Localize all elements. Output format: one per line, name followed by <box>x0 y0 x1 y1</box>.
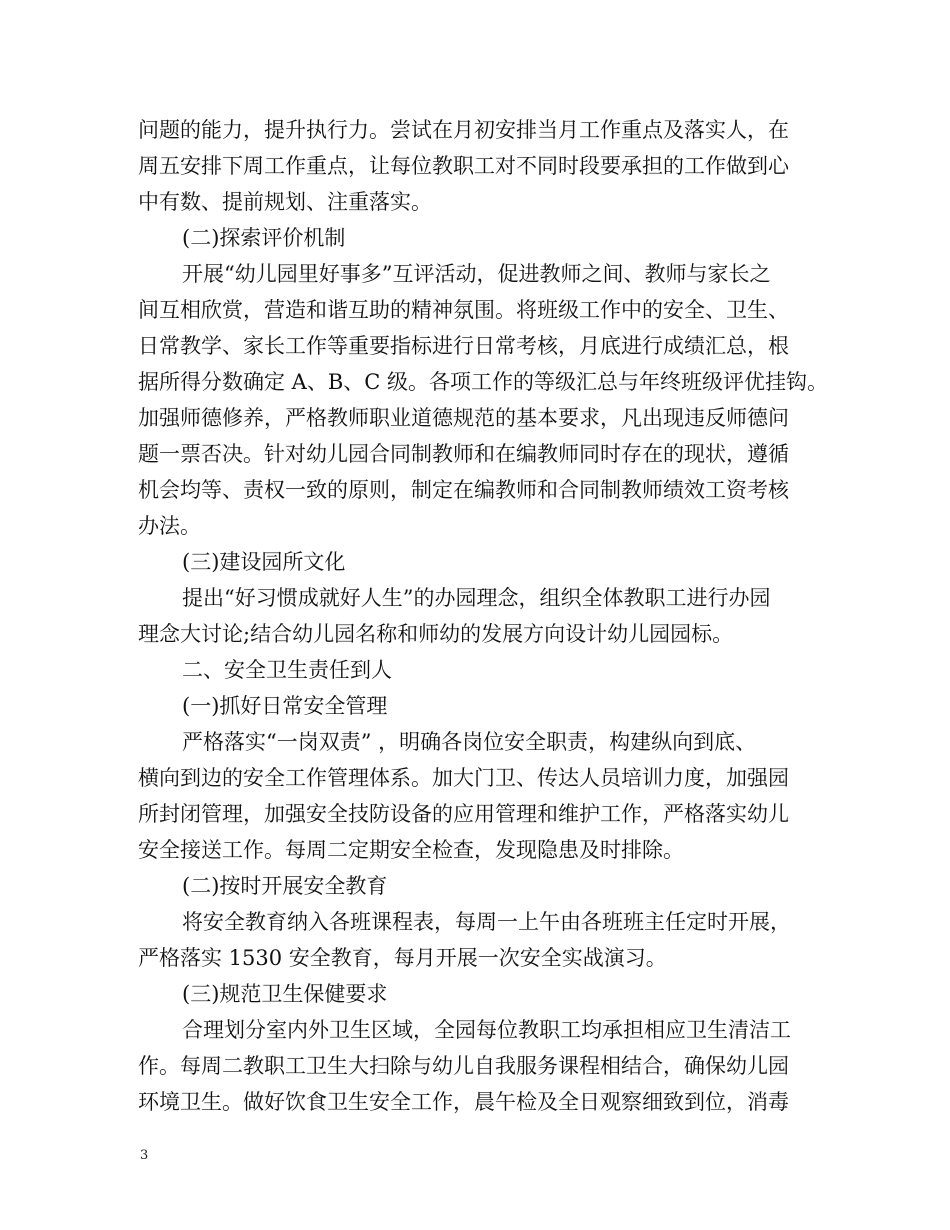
page-number: 3 <box>140 1148 149 1163</box>
text-line: 办法。 <box>138 514 201 538</box>
text-line: 机会均等、责权一致的原则，制定在编教师和合同制教师绩效工资考核 <box>138 478 789 502</box>
text-line: 所封闭管理，加强安全技防设备的应用管理和维护工作，严格落实幼儿 <box>138 802 789 826</box>
text-line: 题一票否决。针对幼儿园合同制教师和在编教师同时存在的现状，遵循 <box>138 442 789 466</box>
text-line: 作。每周二教职工卫生大扫除与幼儿自我服务课程相结合，确保幼儿园 <box>138 1054 789 1078</box>
text-line: 中有数、提前规划、注重落实。 <box>138 190 432 214</box>
text-line: (三)建设园所文化 <box>182 550 346 574</box>
text-line: 周五安排下周工作重点，让每位教职工对不同时段要承担的工作做到心 <box>138 154 789 178</box>
text-line: 横向到边的安全工作管理体系。加大门卫、传达人员培训力度，加强园 <box>138 766 789 790</box>
text-line: 二、安全卫生责任到人 <box>182 658 392 682</box>
text-line: (三)规范卫生保健要求 <box>182 982 388 1006</box>
text-line: (一)抓好日常安全管理 <box>182 694 388 718</box>
text-line: 理念大讨论;结合幼儿园名称和师幼的发展方向设计幼儿园园标。 <box>138 622 734 646</box>
text-line: 提出“好习惯成就好人生”的办园理念，组织全体教职工进行办园 <box>182 586 771 610</box>
text-line: 将安全教育纳入各班课程表，每周一上午由各班班主任定时开展， <box>182 910 791 934</box>
text-line: 间互相欣赏，营造和谐互助的精神氛围。将班级工作中的安全、卫生、 <box>138 298 789 322</box>
text-line: 环境卫生。做好饮食卫生安全工作，晨午检及全日观察细致到位，消毒 <box>138 1090 789 1114</box>
text-line: 问题的能力，提升执行力。尝试在月初安排当月工作重点及落实人，在 <box>138 118 789 142</box>
text-line: 合理划分室内外卫生区域，全园每位教职工均承担相应卫生清洁工 <box>182 1018 791 1042</box>
document-body <box>138 112 828 1120</box>
text-line: 加强师德修养，严格教师职业道德规范的基本要求，凡出现违反师德问 <box>138 406 789 430</box>
text-line: 开展“幼儿园里好事多”互评活动，促进教师之间、教师与家长之 <box>182 262 771 286</box>
text-line: 安全接送工作。每周二定期安全检查，发现隐患及时排除。 <box>138 838 684 862</box>
text-line: 日常教学、家长工作等重要指标进行日常考核，月底进行成绩汇总，根 <box>138 334 789 358</box>
text-line: 严格落实 1530 安全教育，每月开展一次安全实战演习。 <box>138 946 667 970</box>
text-line: 据所得分数确定 A、B、C 级。各项工作的等级汇总与年终班级评优挂钩。 <box>138 370 829 394</box>
text-line: 严格落实“一岗双责” ，明确各岗位安全职责，构建纵向到底、 <box>182 730 757 754</box>
text-line: (二)探索评价机制 <box>182 226 346 250</box>
text-line: (二)按时开展安全教育 <box>182 874 388 898</box>
